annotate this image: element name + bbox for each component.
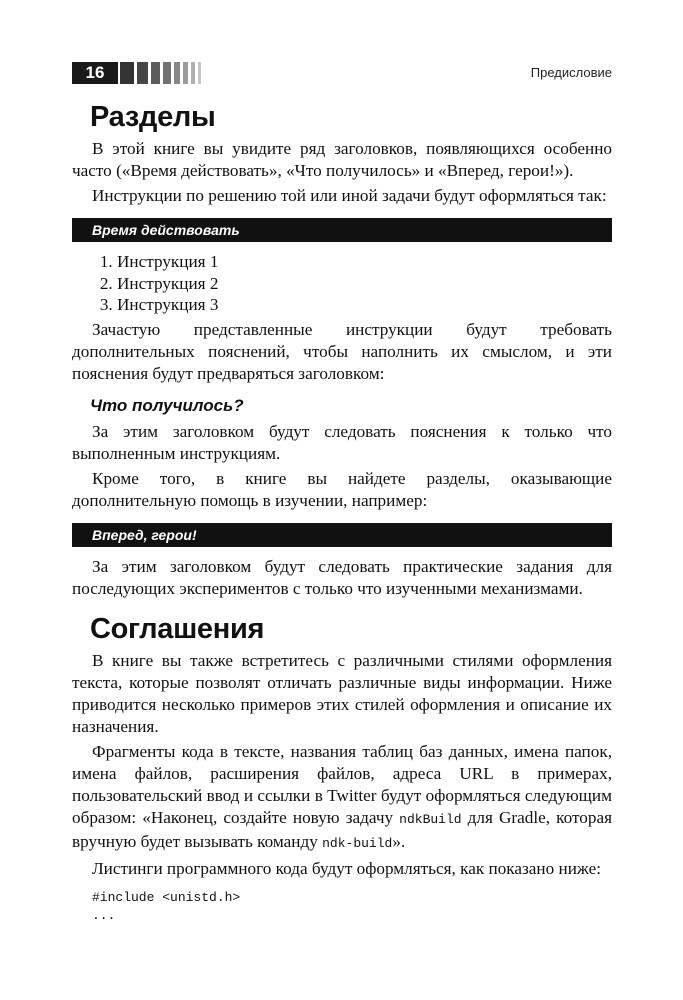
page-header [72, 62, 612, 84]
sections-paragraph-6: За этим заголовком будут следовать практические задания для последующих экспериментов с только что изученными механизмами. [72, 556, 612, 598]
header-bar [163, 62, 171, 84]
steps-list [72, 251, 612, 316]
sections-paragraph-5: Кроме того, в книге вы найдете разделы, оказывающие дополнительную помощь в изучении, например: [72, 468, 612, 510]
inline-code-ndkbuild: ndkBuild [399, 811, 462, 827]
header-bar [151, 62, 160, 84]
page-number: 16 [72, 62, 118, 84]
code-line: #include <unistd.h> [92, 889, 241, 905]
conventions-paragraph-2 [72, 741, 612, 855]
code-listing [92, 889, 612, 925]
sections-heading: Разделы [90, 101, 216, 133]
sections-paragraph-3: Зачастую представленные инструкции будут требовать дополнительных пояснений, чтобы наполнить их смыслом, и эти пояснения будут предваряться заголовком: [72, 319, 612, 383]
sections-paragraph-4: За этим заголовком будут следовать пояснения к только что выполненным инструкциям. [72, 421, 612, 463]
header-bar [183, 62, 188, 84]
text-run: ». [392, 831, 406, 851]
running-section-title: Предисловие [530, 65, 612, 80]
header-gradient-bars [120, 62, 204, 84]
inline-code-ndk-build: ndk-build [322, 835, 393, 851]
conventions-paragraph-1: В книге вы также встретитесь с различными стилями оформления текста, которые позволят отличать различные виды информации. Ниже приводится несколько примеров этих стилей оформления и описание их назначения. [72, 650, 612, 736]
header-bar [137, 62, 148, 84]
sections-paragraph-1: В этой книге вы увидите ряд заголовков, появляющихся особенно часто («Время действовать», «Что получилось» и «Вперед, герои!»). [72, 139, 612, 180]
conventions-paragraph-3: Листинги программного кода будут оформляться, как показано ниже: [92, 858, 601, 878]
have-a-go-heading: Вперед, герои! [72, 523, 612, 547]
header-bar [120, 62, 134, 84]
text-run: для Gradle, которая вручную будет вызывать команду [72, 807, 613, 851]
conventions-heading: Соглашения [90, 612, 265, 645]
header-bar [174, 62, 180, 84]
page-content [72, 100, 612, 925]
sections-paragraph-2: Инструкции по решению той или иной задачи будут оформляться так: [92, 186, 607, 205]
header-bar [191, 62, 195, 84]
code-line: ... [92, 907, 116, 923]
what-happened-heading: Что получилось? [90, 395, 244, 415]
list-item: 2. Инструкция 2 [117, 273, 612, 295]
list-item: 1. Инструкция 1 [117, 251, 612, 273]
text-run: Фрагменты кода в тексте, названия таблиц баз данных, имена папок, имена файлов, расширения файлов, адреса URL в примерах, пользовательский ввод и ссылки в Twitter будут оформляться следующим образом: «Наконец, создайте новую задачу [72, 741, 612, 827]
list-item: 3. Инструкция 3 [117, 294, 612, 316]
header-bar [198, 62, 201, 84]
time-to-act-heading: Время действовать [72, 218, 612, 242]
